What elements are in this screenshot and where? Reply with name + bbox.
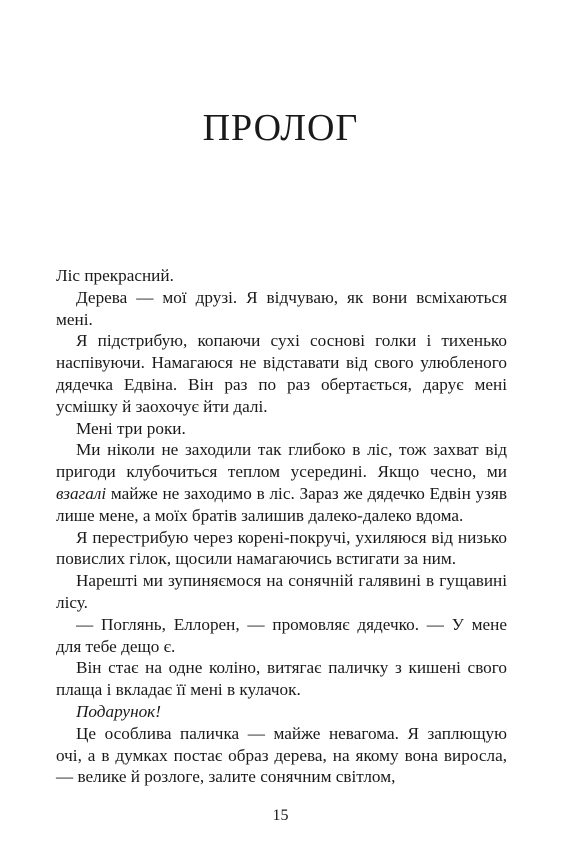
paragraph: Подарунок! — [76, 701, 161, 721]
paragraph-text: майже не заходимо в ліс. Зараз же дядечко Едвін узяв лише мене, а моїх братів залишив далеко-далеко вдома. — [56, 483, 507, 525]
page-number: 15 — [272, 807, 289, 824]
body-text — [56, 265, 507, 788]
paragraph: Дерева — мої друзі. Я відчуваю, як вони всміхаються мені. — [56, 287, 507, 329]
paragraph: Він стає на одне коліно, витягає паличку з кишені свого плаща і вкладає її мені в кулачок. — [56, 658, 507, 700]
paragraph: Ліс прекрасний. — [56, 266, 174, 285]
paragraph-text: Ми ніколи не заходили так глибоко в ліс, тож захват від пригоди клубочиться теплом усередині. Якщо чесно, ми — [56, 440, 507, 482]
paragraph: Це особлива паличка — майже невагома. Я заплющую очі, а в думках постає образ дерева, на якому вона виросла, — велике й розлоге, залите сонячним світлом, — [56, 723, 507, 787]
paragraph: — Поглянь, Еллорен, — промовляє дядечко. — У мене для тебе дещо є. — [56, 614, 507, 656]
paragraph: Я перестрибую через корені-покручі, ухиляюся від низько повислих гілок, щосили намагаючись встигати за ним. — [56, 527, 507, 569]
paragraph: Я підстрибую, копаючи сухі соснові голки і тихенько наспівуючи. Намагаюся не відставати від свого улюбленого дядечка Едвіна. Він раз по раз обертається, дарує мені усмішку й заохочує йти далі. — [56, 331, 507, 416]
paragraph: Нарешті ми зупиняємося на сонячній галявині в гущавині лісу. — [56, 571, 507, 612]
chapter-title: ПРОЛОГ — [202, 107, 359, 149]
paragraph — [56, 439, 507, 526]
emphasis-text: взагалі — [56, 483, 107, 503]
paragraph: Мені три роки. — [76, 418, 186, 438]
